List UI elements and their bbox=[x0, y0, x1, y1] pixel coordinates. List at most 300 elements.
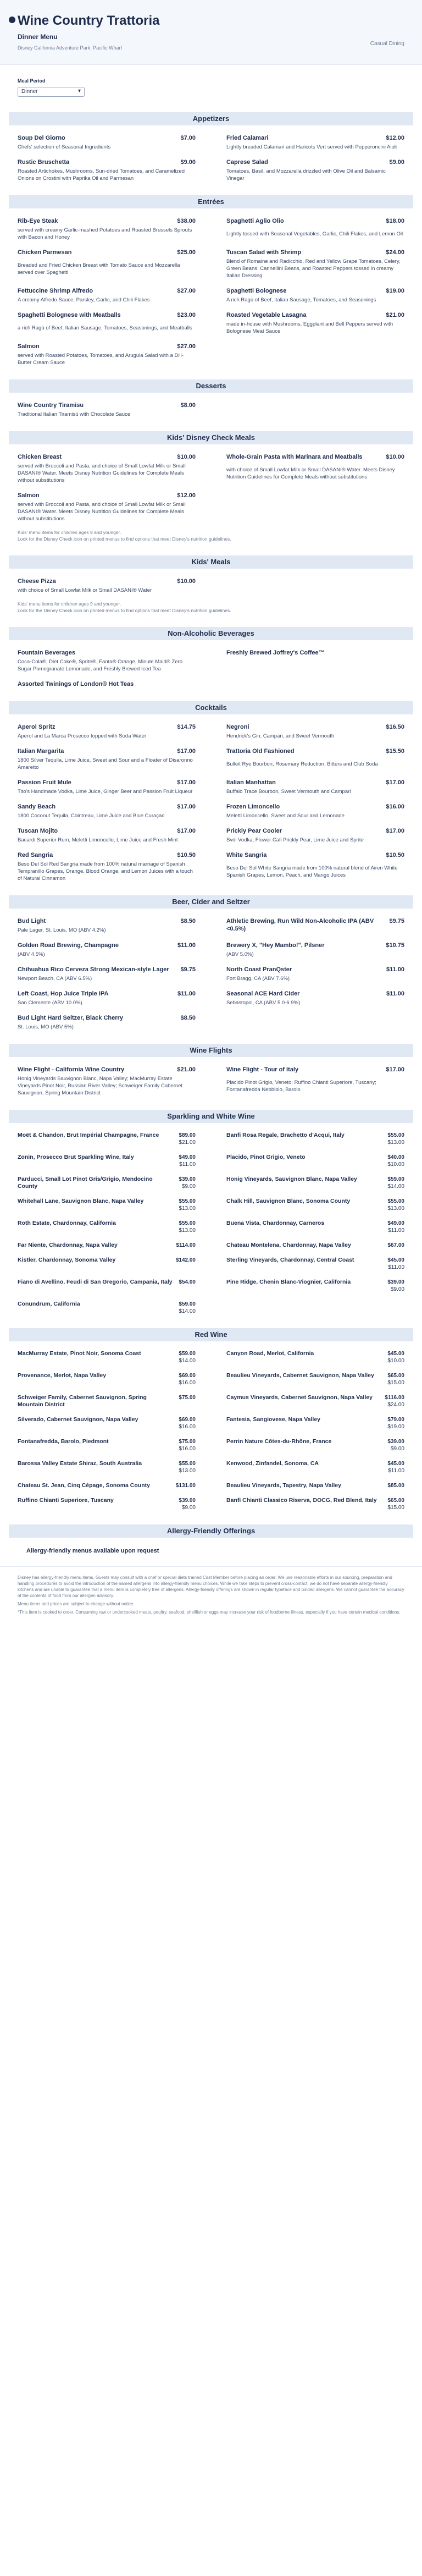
menu-item bbox=[18, 249, 196, 279]
glass-price: $24.00 bbox=[387, 1402, 404, 1408]
wine-name: Silverado, Cabernet Sauvignon, Napa Valley bbox=[18, 1416, 138, 1423]
glass-price: $15.00 bbox=[387, 1380, 404, 1386]
item-name: Italian Margarita bbox=[18, 748, 64, 755]
wine-name: Chateau St. Jean, Cinq Cépage, Sonoma County bbox=[18, 1482, 150, 1489]
item-name: Frozen Limoncello bbox=[226, 803, 280, 810]
item-price: $17.00 bbox=[386, 828, 404, 834]
item-description: Chefs' selection of Seasonal Ingredients bbox=[18, 144, 111, 150]
wine-prices bbox=[387, 1220, 404, 1234]
wine-name: Banfi Chianti Classico Riserva, DOCG, Red Blend, Italy bbox=[226, 1497, 377, 1504]
wine-item bbox=[226, 1154, 404, 1168]
raw-food-warning: *This item is cooked to order. Consuming raw or undercooked meats, poultry, seafood, shellfish or eggs may increase your risk of foodborne illness, especially if you have certain medical conditions. bbox=[18, 1610, 401, 1615]
wine-prices bbox=[387, 1257, 404, 1271]
item-price: $11.00 bbox=[177, 942, 196, 949]
item-description: A creamy Alfredo Sauce, Parsley, Garlic, and Chili Flakes bbox=[18, 297, 150, 303]
bottle-price: $114.00 bbox=[176, 1242, 196, 1248]
allergen-disclaimer: Disney has allergy-friendly menu items. Guests may consult with a chef or special diets trained Cast Member before placing an order. We use reasonable efforts in our sourcing, preparation and handling procedures to avoid the introduction of the named allergens into allergy-friendly menu choices. While we take steps to prevent cross-contact, we do not have separate allergy-friendly kitchens and are unable to guarantee that a menu item is completely free of allergens. Allergy-friendly offerings are shown in regular typeface and bolded allergens. We cannot guarantee the accuracy of the contents of food from our allergen advisory. bbox=[18, 1575, 404, 1598]
wine-item bbox=[226, 1372, 404, 1386]
section-wine-flights: Wine Flights bbox=[9, 1044, 413, 1057]
item-description: with choice of Small Lowfat Milk or Small DASANI® Water bbox=[18, 587, 152, 593]
menu-item bbox=[226, 942, 404, 958]
section-desserts: Desserts bbox=[9, 379, 413, 393]
wine-prices bbox=[179, 1372, 196, 1386]
item-name: Spaghetti Aglio Olio bbox=[226, 218, 284, 224]
item-price: $11.00 bbox=[177, 990, 196, 997]
wine-item bbox=[226, 1438, 404, 1452]
item-price: $17.00 bbox=[386, 1066, 404, 1073]
appetizers-body bbox=[0, 125, 422, 195]
bottle-price: $45.00 bbox=[387, 1351, 404, 1357]
item-price: $15.50 bbox=[386, 748, 404, 755]
wine-item bbox=[226, 1198, 404, 1212]
item-description: Newport Beach, CA (ABV 6.5%) bbox=[18, 976, 92, 982]
wine-item bbox=[18, 1279, 196, 1293]
wine-item bbox=[18, 1301, 196, 1315]
bottle-price: $39.00 bbox=[179, 1498, 196, 1504]
wine-item bbox=[226, 1394, 404, 1408]
menu-item bbox=[226, 779, 404, 795]
wine-prices bbox=[179, 1176, 196, 1190]
menu-item bbox=[18, 311, 196, 335]
bottle-price: $55.00 bbox=[179, 1461, 196, 1467]
menu-item bbox=[226, 723, 404, 740]
menu-item bbox=[226, 747, 404, 771]
menu-header bbox=[0, 0, 422, 65]
wine-name: Honig Vineyards, Sauvignon Blanc, Napa Valley bbox=[226, 1176, 357, 1182]
menu-item bbox=[226, 827, 404, 844]
glass-price: $10.00 bbox=[387, 1358, 404, 1364]
item-description: Honig Vineyards Sauvignon Blanc, Napa Valley; MacMurray Estate Vineyards Pinot Noir, Russian River Valley; Schweiger Family Cabernet Sauvignon, Spring Mountain District bbox=[18, 1076, 183, 1096]
bottle-price: $69.00 bbox=[179, 1417, 196, 1423]
item-description: Blend of Romaine and Radicchio, Red and Yellow Grape Tomatoes, Celery, Green Beans, Cannellini Beans, and Roasted Peppers tossed in creamy Italian Dressing bbox=[226, 258, 401, 279]
item-price: $23.00 bbox=[177, 312, 196, 318]
desserts-body bbox=[0, 393, 422, 431]
wine-item bbox=[18, 1438, 196, 1452]
bottle-price: $69.00 bbox=[179, 1373, 196, 1379]
meal-period-select[interactable] bbox=[18, 87, 85, 97]
item-description: Tomatoes, Basil, and Mozzarella drizzled with Olive Oil and Balsamic Vinegar bbox=[226, 168, 386, 181]
item-description: Meletti Limoncello, Sweet and Sour and Lemonade bbox=[226, 813, 345, 819]
bottle-price: $49.00 bbox=[387, 1220, 404, 1226]
item-name: Chihuahua Rico Cerveza Strong Mexican-style Lager bbox=[18, 966, 169, 973]
allergy-menu-note: Allergy-friendly menus available upon request bbox=[26, 1548, 159, 1554]
item-name: Fountain Beverages bbox=[18, 649, 76, 656]
wine-item bbox=[226, 1220, 404, 1234]
item-description: Sebastopol, CA (ABV 5.0-6.9%) bbox=[226, 1000, 301, 1006]
menu-item bbox=[226, 158, 404, 182]
wine-prices bbox=[387, 1497, 404, 1511]
wine-item bbox=[226, 1242, 404, 1249]
item-description: Placido Pinot Grigio, Veneto; Ruffino Chianti Superiore, Tuscany; Fontanafredda Nebbiolo, Barolo bbox=[226, 1079, 376, 1093]
chevron-down-icon: ▾ bbox=[77, 88, 81, 94]
section-appetizers: Appetizers bbox=[9, 112, 413, 125]
item-name: Tuscan Mojito bbox=[18, 828, 58, 834]
wine-prices bbox=[179, 1301, 196, 1315]
menu-item bbox=[18, 990, 196, 1006]
item-description: Fort Bragg, CA (ABV 7.6%) bbox=[226, 976, 290, 982]
item-name: Rustic Bruschetta bbox=[18, 159, 70, 166]
bottle-price: $89.00 bbox=[179, 1132, 196, 1138]
bottle-price: $55.00 bbox=[179, 1198, 196, 1204]
item-name: Soup Del Giorno bbox=[18, 135, 65, 141]
wine-item bbox=[18, 1497, 196, 1511]
wine-prices bbox=[176, 1242, 196, 1249]
item-description: Traditional Italian Tiramisù with Chocolate Sauce bbox=[18, 411, 131, 417]
disney-check-note: Look for the Disney Check icon on printed menus to find options that meet Disney's nutrition guidelines. bbox=[18, 608, 231, 613]
wine-item bbox=[18, 1154, 196, 1168]
item-name: Sandy Beach bbox=[18, 803, 56, 810]
menu-item bbox=[18, 577, 196, 594]
glass-price: $15.00 bbox=[387, 1505, 404, 1511]
wine-item bbox=[18, 1416, 196, 1430]
meal-period-label: Meal Period bbox=[18, 78, 46, 84]
wine-name: Perrin Nature Côtes-du-Rhône, France bbox=[226, 1438, 332, 1445]
bottle-price: $39.00 bbox=[387, 1439, 404, 1445]
item-price: $8.50 bbox=[180, 918, 196, 924]
wine-item bbox=[226, 1176, 404, 1190]
wine-name: Pine Ridge, Chenin Blanc-Viognier, California bbox=[226, 1279, 351, 1285]
menu-item bbox=[18, 747, 196, 771]
wine-prices bbox=[387, 1372, 404, 1386]
item-price: $17.00 bbox=[177, 828, 196, 834]
wine-name: Whitehall Lane, Sauvignon Blanc, Napa Valley bbox=[18, 1198, 144, 1204]
item-price: $11.00 bbox=[386, 990, 404, 997]
wine-name: Ruffino Chianti Superiore, Tuscany bbox=[18, 1497, 114, 1504]
item-price: $10.00 bbox=[177, 578, 196, 585]
menu-item bbox=[18, 649, 196, 673]
wine-prices bbox=[179, 1497, 196, 1511]
glass-price: $16.00 bbox=[179, 1380, 196, 1386]
wine-item bbox=[226, 1257, 404, 1271]
glass-price: $9.00 bbox=[390, 1446, 404, 1452]
wine-prices bbox=[176, 1482, 196, 1489]
wine-name: Far Niente, Chardonnay, Napa Valley bbox=[18, 1242, 118, 1248]
item-description: made in-house with Mushrooms, Eggplant and Bell Peppers served with Bolognese Meat Sauce bbox=[226, 321, 393, 334]
kids-meals-body bbox=[0, 569, 422, 627]
wine-name: Canyon Road, Merlot, California bbox=[226, 1350, 314, 1357]
item-name: Italian Manhattan bbox=[226, 779, 276, 786]
menu-item bbox=[226, 649, 404, 673]
glass-price: $13.00 bbox=[179, 1228, 196, 1234]
bottle-price: $65.00 bbox=[387, 1498, 404, 1504]
item-name: Freshly Brewed Joffrey's Coffee™ bbox=[226, 649, 325, 656]
disney-check-note: Look for the Disney Check icon on printed menus to find options that meet Disney's nutrition guidelines. bbox=[18, 536, 231, 542]
wine-prices bbox=[179, 1220, 196, 1234]
bottle-price: $55.00 bbox=[179, 1220, 196, 1226]
item-name: Wine Flight - Tour of Italy bbox=[226, 1066, 299, 1073]
item-price: $38.00 bbox=[177, 218, 196, 224]
item-description: 1800 Silver Tequila, Lime Juice, Sweet and Sour and a Floater of Disaronno Amaretto bbox=[18, 757, 193, 770]
item-description: served with Roasted Potatoes, Tomatoes, and Arugula Salad with a Dill-Butter Cream Sauce bbox=[18, 353, 184, 366]
item-description: served with Broccoli and Pasta, and choice of Small Lowfat Milk or Small DASANI® Water. Meets Disney Nutrition Guidelines for Complete Meals without substitutions bbox=[18, 463, 186, 483]
item-price: $25.00 bbox=[177, 249, 196, 256]
glass-price: $16.00 bbox=[179, 1446, 196, 1452]
item-price: $9.00 bbox=[389, 159, 404, 166]
wine-prices bbox=[179, 1416, 196, 1430]
item-description: Tito's Handmade Vodka, Lime Juice, Ginger Beer and Passion Fruit Liqueur bbox=[18, 789, 193, 795]
item-price: $9.75 bbox=[389, 918, 404, 924]
item-name: Aperol Spritz bbox=[18, 724, 55, 730]
menu-item bbox=[226, 453, 404, 484]
wine-item bbox=[18, 1460, 196, 1474]
glass-price: $16.00 bbox=[179, 1424, 196, 1430]
section-sparkling-white-wine: Sparkling and White Wine bbox=[9, 1110, 413, 1123]
item-name: North Coast PranQster bbox=[226, 966, 292, 973]
wine-item bbox=[226, 1350, 404, 1364]
section-kids-meals: Kids' Meals bbox=[9, 555, 413, 569]
item-name: Rib-Eye Steak bbox=[18, 218, 58, 224]
glass-price: $13.00 bbox=[179, 1206, 196, 1212]
section-red-wine: Red Wine bbox=[9, 1328, 413, 1341]
menu-item bbox=[226, 966, 404, 982]
non-alcoholic-body bbox=[0, 640, 422, 701]
bottle-price: $65.00 bbox=[387, 1373, 404, 1379]
menu-item bbox=[226, 990, 404, 1006]
section-non-alcoholic: Non-Alcoholic Beverages bbox=[9, 627, 413, 640]
wine-prices bbox=[387, 1438, 404, 1452]
item-name: Roasted Vegetable Lasagna bbox=[226, 312, 307, 318]
item-price: $17.00 bbox=[177, 748, 196, 755]
item-price: $10.75 bbox=[386, 942, 404, 949]
wine-prices bbox=[179, 1438, 196, 1452]
item-description: Roasted Artichokes, Mushrooms, Sun-dried Tomatoes, and Caramelized Onions on Crostini with Paprika Oil and Parmesan bbox=[18, 168, 185, 181]
item-name: Fried Calamari bbox=[226, 135, 269, 141]
price-change-note: Menu items and prices are subject to change without notice. bbox=[18, 1601, 135, 1606]
item-name: Left Coast, Hop Juice Triple IPA bbox=[18, 990, 109, 997]
item-price: $8.50 bbox=[180, 1015, 196, 1021]
menu-item bbox=[226, 917, 404, 934]
wine-name: Roth Estate, Chardonnay, California bbox=[18, 1220, 116, 1226]
item-description: (ABV 5.0%) bbox=[226, 951, 254, 957]
sparkling-body bbox=[0, 1123, 422, 1328]
item-price: $21.00 bbox=[386, 312, 404, 318]
bottle-price: $116.00 bbox=[385, 1395, 404, 1401]
item-price: $17.00 bbox=[177, 803, 196, 810]
section-cocktails: Cocktails bbox=[9, 701, 413, 714]
wine-prices bbox=[387, 1154, 404, 1168]
wine-name: Zonin, Prosecco Brut Sparkling Wine, Italy bbox=[18, 1154, 134, 1160]
menu-item bbox=[18, 343, 196, 366]
item-description: Beso Del Sol Red Sangria made from 100% natural marriage of Spanish Tempranillo Grapes, Orange, Blood Orange, and Lemon Juices with a touch of Natural Cinnamon bbox=[18, 861, 193, 882]
menu-item bbox=[18, 492, 196, 522]
wine-name: Fiano di Avellino, Feudi di San Gregorio, Campania, Italy bbox=[18, 1279, 173, 1285]
wine-item bbox=[18, 1350, 196, 1364]
menu-item bbox=[18, 453, 196, 484]
bottle-price: $75.00 bbox=[179, 1439, 196, 1445]
item-price: $16.50 bbox=[386, 724, 404, 730]
item-price: $27.00 bbox=[177, 288, 196, 294]
glass-price: $14.00 bbox=[387, 1184, 404, 1190]
wine-prices bbox=[387, 1132, 404, 1146]
wine-item bbox=[18, 1220, 196, 1234]
wine-item bbox=[226, 1279, 404, 1293]
wine-flights-body bbox=[0, 1057, 422, 1110]
item-description: with choice of Small Lowfat Milk or Small DASANI® Water. Meets Disney Nutrition Guidelines for Complete Meals without substitutions bbox=[226, 466, 395, 480]
glass-price: $9.00 bbox=[181, 1184, 196, 1190]
wine-name: Placido, Pinot Grigio, Veneto bbox=[226, 1154, 306, 1160]
glass-price: $9.00 bbox=[390, 1286, 404, 1292]
item-price: $10.00 bbox=[177, 454, 196, 460]
item-price: $27.00 bbox=[177, 343, 196, 350]
dining-type-link[interactable]: Casual Dining bbox=[370, 41, 404, 47]
bottle-price: $39.00 bbox=[387, 1279, 404, 1285]
item-price: $17.00 bbox=[177, 779, 196, 786]
wine-item bbox=[226, 1482, 404, 1489]
wine-item bbox=[18, 1242, 196, 1249]
item-price: $10.50 bbox=[177, 852, 196, 858]
bottle-price: $55.00 bbox=[387, 1132, 404, 1138]
bottle-price: $45.00 bbox=[387, 1461, 404, 1467]
wine-name: Fantesia, Sangiovese, Napa Valley bbox=[226, 1416, 320, 1423]
menu-item bbox=[18, 827, 196, 844]
glass-price: $10.00 bbox=[387, 1162, 404, 1168]
menu-item bbox=[18, 942, 196, 958]
item-name: Athletic Brewing, Run Wild Non-Alcoholic IPA (ABV <0.5%) bbox=[226, 918, 374, 932]
menu-item bbox=[18, 803, 196, 819]
glass-price: $14.00 bbox=[179, 1308, 196, 1314]
item-price: $18.00 bbox=[386, 218, 404, 224]
item-description: St. Louis, MO (ABV 5%) bbox=[18, 1024, 74, 1030]
item-name: Bud Light Hard Seltzer, Black Cherry bbox=[18, 1015, 123, 1021]
wine-item bbox=[18, 1482, 196, 1489]
item-name: Cheese Pizza bbox=[18, 578, 56, 585]
menu-item bbox=[18, 134, 196, 151]
section-allergy-friendly: Allergy-Friendly Offerings bbox=[9, 1524, 413, 1538]
menu-item bbox=[226, 851, 404, 882]
item-name: Golden Road Brewing, Champagne bbox=[18, 942, 119, 949]
wine-prices bbox=[179, 1394, 196, 1408]
bottle-price: $40.00 bbox=[387, 1154, 404, 1160]
bottle-price: $54.00 bbox=[179, 1279, 196, 1285]
glass-price: $9.00 bbox=[181, 1505, 196, 1511]
wine-item bbox=[226, 1460, 404, 1474]
item-description: Lightly breaded Calamari and Haricots Vert served with Pepperoncini Aioli bbox=[226, 144, 397, 150]
menu-item bbox=[18, 851, 196, 882]
glass-price: $13.00 bbox=[387, 1140, 404, 1146]
menu-item bbox=[226, 249, 404, 279]
wine-name: Fontanafredda, Barolo, Piedmont bbox=[18, 1438, 109, 1445]
section-entrees: Entrées bbox=[9, 195, 413, 208]
item-name: Caprese Salad bbox=[226, 159, 268, 166]
wine-prices bbox=[387, 1176, 404, 1190]
item-description: Aperol and La Marca Prosecco topped with Soda Water bbox=[18, 733, 147, 739]
wine-name: Kistler, Chardonnay, Sonoma Valley bbox=[18, 1257, 116, 1263]
item-price: $10.00 bbox=[386, 454, 404, 460]
menu-item bbox=[226, 134, 404, 151]
bottle-price: $79.00 bbox=[387, 1417, 404, 1423]
item-price: $8.00 bbox=[180, 402, 196, 409]
wine-prices bbox=[179, 1460, 196, 1474]
glass-price: $13.00 bbox=[387, 1206, 404, 1212]
wine-prices bbox=[179, 1154, 196, 1168]
item-description: (ABV 4.5%) bbox=[18, 951, 45, 957]
item-name: Assorted Twinings of London® Hot Teas bbox=[18, 681, 134, 687]
menu-item bbox=[18, 158, 196, 182]
item-description: Buffalo Trace Bourbon, Sweet Vermouth and Campari bbox=[226, 789, 351, 795]
item-description: Bulleit Rye Bourbon, Rosemary Reduction, Bitters and Club Soda bbox=[226, 761, 378, 767]
meal-period-selector bbox=[0, 65, 422, 112]
wine-name: Beaulieu Vineyards, Cabernet Sauvignon, Napa Valley bbox=[226, 1372, 374, 1379]
item-name: Salmon bbox=[18, 343, 40, 350]
wine-prices bbox=[387, 1350, 404, 1364]
item-name: Spaghetti Bolognese with Meatballs bbox=[18, 312, 121, 318]
wine-item bbox=[18, 1176, 196, 1190]
item-price: $24.00 bbox=[386, 249, 404, 256]
bottle-price: $45.00 bbox=[387, 1257, 404, 1263]
item-name: Fettuccine Shrimp Alfredo bbox=[18, 288, 93, 294]
section-beer-cider-seltzer: Beer, Cider and Seltzer bbox=[9, 895, 413, 909]
item-price: $21.00 bbox=[177, 1066, 196, 1073]
bottle-price: $49.00 bbox=[179, 1154, 196, 1160]
item-name: Chicken Parmesan bbox=[18, 249, 72, 256]
menu-item bbox=[226, 1066, 404, 1097]
wine-name: Parducci, Small Lot Pinot Gris/Grigio, Mendocino County bbox=[18, 1176, 153, 1190]
wine-prices bbox=[179, 1132, 196, 1146]
item-description: served with Broccoli and Pasta, and choice of Small Lowfat Milk or Small DASANI® Water. Meets Disney Nutrition Guidelines for Complete Meals without substitutions bbox=[18, 502, 186, 522]
menu-item bbox=[18, 217, 196, 241]
wine-name: Conundrum, California bbox=[18, 1301, 80, 1307]
glass-price: $11.00 bbox=[388, 1264, 404, 1270]
wine-item bbox=[226, 1132, 404, 1146]
restaurant-logo-icon bbox=[9, 16, 15, 23]
item-price: $10.50 bbox=[386, 852, 404, 858]
menu-item bbox=[226, 311, 404, 335]
bottle-price: $59.00 bbox=[179, 1301, 196, 1307]
wine-prices bbox=[387, 1460, 404, 1474]
item-price: $16.00 bbox=[386, 803, 404, 810]
entrees-body bbox=[0, 208, 422, 379]
bottle-price: $75.00 bbox=[179, 1395, 196, 1401]
item-price: $11.00 bbox=[386, 966, 404, 973]
menu-item bbox=[226, 287, 404, 304]
wine-item bbox=[18, 1394, 196, 1408]
item-name: Red Sangria bbox=[18, 852, 53, 858]
item-description: San Clemente (ABV 10.0%) bbox=[18, 1000, 82, 1006]
item-price: $9.00 bbox=[180, 159, 196, 166]
item-name: Seasonal ACE Hard Cider bbox=[226, 990, 300, 997]
meal-period-value: Dinner bbox=[21, 89, 38, 95]
wine-item bbox=[18, 1257, 196, 1271]
wine-prices bbox=[387, 1279, 404, 1293]
item-price: $12.00 bbox=[177, 492, 196, 499]
wine-prices bbox=[176, 1257, 196, 1271]
item-name: White Sangria bbox=[226, 852, 267, 858]
restaurant-name: Wine Country Trattoria bbox=[18, 13, 160, 28]
item-name: Wine Flight - California Wine Country bbox=[18, 1066, 125, 1073]
wine-prices bbox=[387, 1242, 404, 1249]
wine-prices bbox=[179, 1198, 196, 1212]
menu-item bbox=[18, 723, 196, 740]
item-name: Bud Light bbox=[18, 918, 46, 924]
item-description: Svdi Vodka, Flower Call Prickly Pear, Lime Juice and Sprite bbox=[226, 837, 364, 843]
item-description: Hendrick's Gin, Campari, and Sweet Vermouth bbox=[226, 733, 335, 739]
item-name: Brewery X, "Hey Mambo!", Pilsner bbox=[226, 942, 325, 949]
wine-prices bbox=[385, 1394, 404, 1408]
item-name: Wine Country Tiramisu bbox=[18, 402, 84, 409]
item-price: $7.00 bbox=[180, 135, 196, 141]
wine-name: Barossa Valley Estate Shiraz, South Australia bbox=[18, 1460, 142, 1467]
menu-footer bbox=[0, 1566, 422, 1625]
item-description: Bacardi Superior Rum, Meletti Limoncello, Lime Juice and Fresh Mint bbox=[18, 837, 178, 843]
wine-name: Provenance, Merlot, Napa Valley bbox=[18, 1372, 107, 1379]
bottle-price: $55.00 bbox=[387, 1198, 404, 1204]
item-description: Coca-Cola®, Diet Coke®, Sprite®, Fanta® Orange, Minute Maid® Zero Sugar Pomegranate Lemonade, and Freshly Brewed Iced Tea bbox=[18, 659, 183, 672]
menu-item bbox=[18, 917, 196, 934]
item-description: served with creamy Garlic-mashed Potatoes and Roasted Brussels Sprouts with Bacon and Honey bbox=[18, 227, 192, 240]
bottle-price: $59.00 bbox=[387, 1176, 404, 1182]
wine-name: Kenwood, Zinfandel, Sonoma, CA bbox=[226, 1460, 319, 1467]
item-description: 1800 Coconut Tequila, Cointreau, Lime Juice and Blue Curaçao bbox=[18, 813, 165, 819]
